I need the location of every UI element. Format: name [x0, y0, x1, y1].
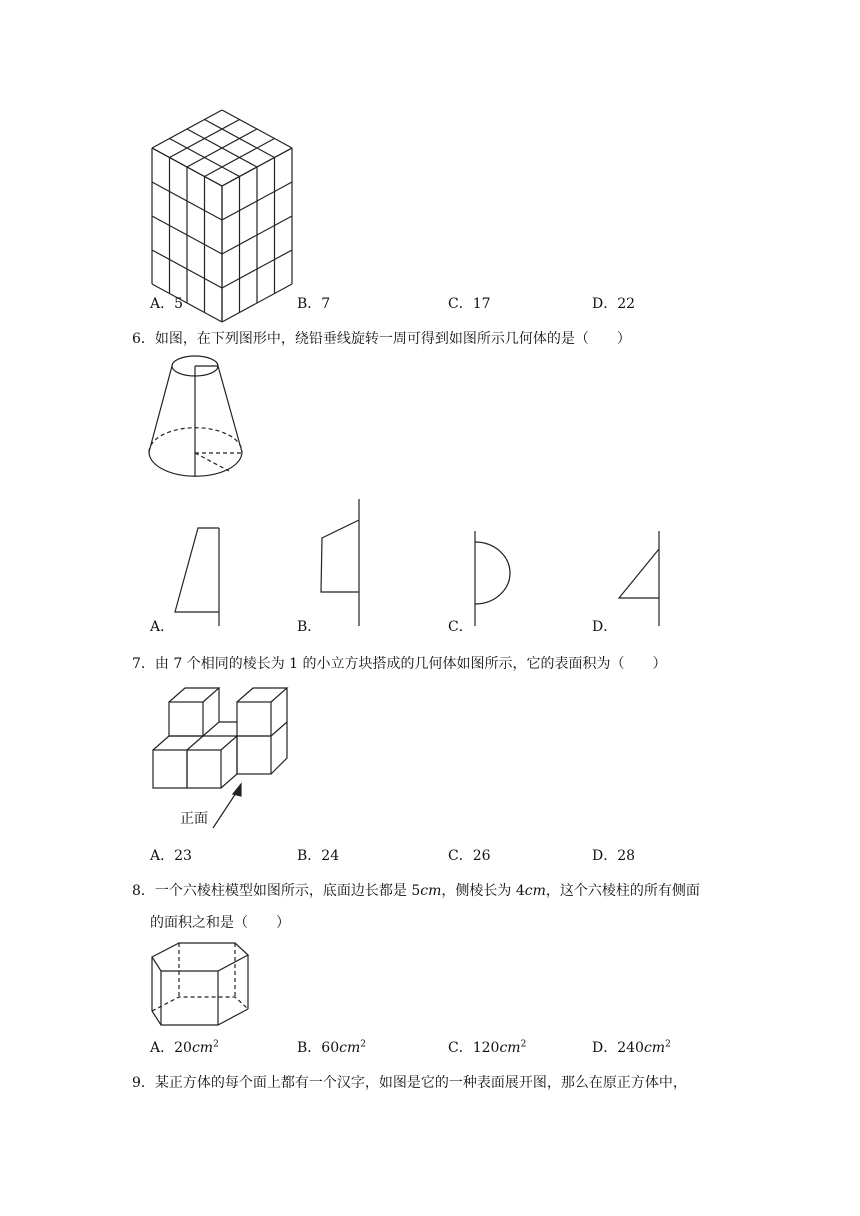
- q7-option-c[interactable]: C．26: [448, 848, 491, 864]
- q6-option-b[interactable]: B．: [297, 619, 322, 635]
- q6-option-c[interactable]: C．: [448, 619, 473, 635]
- q8-option-d[interactable]: D．$240cm^2$: [592, 1039, 671, 1056]
- q7-front-label: 正面: [180, 811, 208, 827]
- q8-question-line1: 8．一个六棱柱模型如图所示，底面边长都是 5cm，侧棱长为 4cm，这个六棱柱的所有侧面: [132, 883, 700, 899]
- q8-option-a[interactable]: A．$20cm^2$: [150, 1039, 219, 1056]
- q5-option-d[interactable]: D．22: [592, 296, 636, 312]
- q6-option-a[interactable]: A．: [150, 619, 175, 635]
- q9-question-text: 9．某正方体的每个面上都有一个汉字，如图是它的一种表面展开图，那么在原正方体中，: [132, 1075, 687, 1091]
- q5-option-c[interactable]: C．17: [448, 296, 491, 312]
- q8-option-b[interactable]: B．$60cm^2$: [297, 1039, 366, 1056]
- q7-option-a[interactable]: A．23: [150, 848, 192, 864]
- q7-option-d[interactable]: D．28: [592, 848, 636, 864]
- q5-option-a[interactable]: A．5: [150, 296, 184, 312]
- q6-question-text: 6．如图，在下列图形中，绕铅垂线旋转一周可得到如图所示几何体的是（ ）: [132, 331, 631, 347]
- q8-question-line2: 的面积之和是（ ）: [150, 915, 290, 931]
- q7-option-b[interactable]: B．24: [297, 848, 340, 864]
- q8-option-c[interactable]: C．$120cm^2$: [448, 1039, 527, 1056]
- q7-question-text: 7．由 7 个相同的棱长为 1 的小立方块搭成的几何体如图所示，它的表面积为（ ）: [132, 656, 667, 672]
- q5-option-b[interactable]: B．7: [297, 296, 331, 312]
- q6-option-d[interactable]: D．: [592, 619, 618, 635]
